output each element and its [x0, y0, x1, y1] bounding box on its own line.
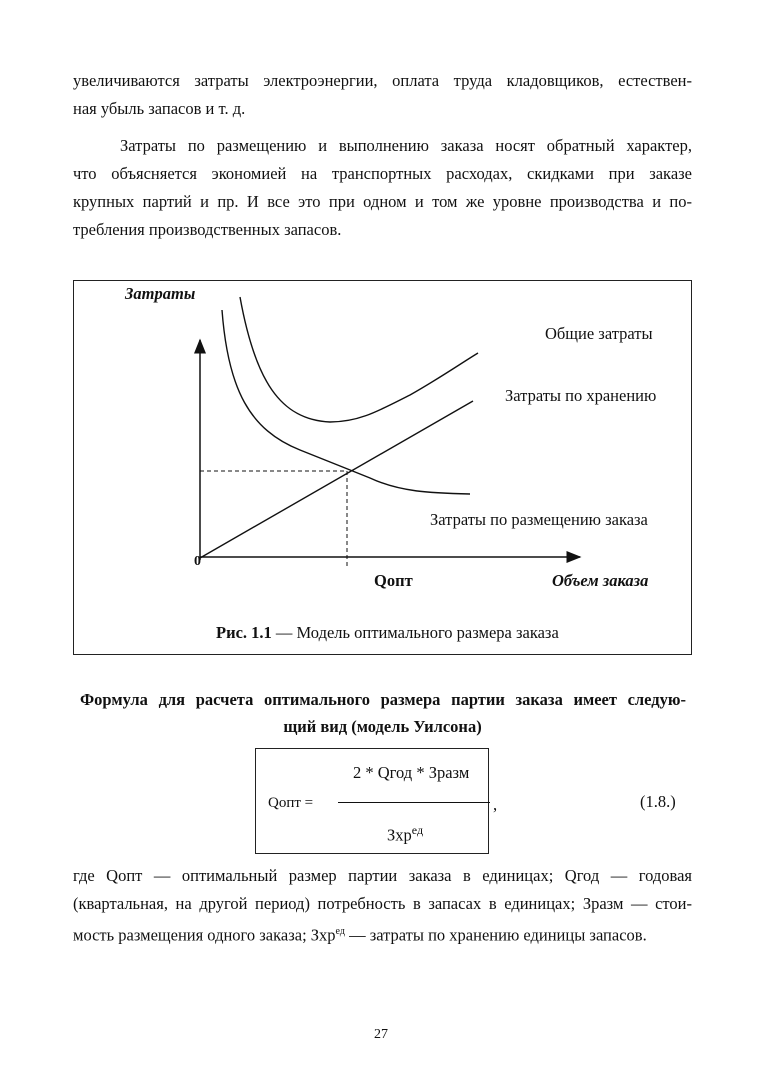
definitions-tail: — затраты по хранению единицы запасов. [344, 925, 647, 945]
denominator-text: Зхр [387, 825, 412, 845]
total-cost-curve [240, 297, 478, 422]
text-line: Затраты по размещению и выполнению заказа носят обратный характер, [120, 136, 692, 155]
formula-lhs: Qопт = [268, 795, 314, 811]
ordering-cost-curve [222, 310, 470, 494]
ordering-cost-label: Затраты по размещению заказа [430, 510, 648, 529]
text-line: (квартальная, на другой период) потребность в запасах в единицах; Зразм — стои- [73, 894, 692, 913]
text-line [73, 922, 692, 946]
holding-cost-label: Затраты по хранению [505, 386, 657, 405]
definitions-text: мость размещения одного заказа; Зхр [73, 925, 336, 945]
text-line: требления производственных запасов. [73, 220, 342, 239]
formula-numerator: 2 * Qгод * Зразм [353, 763, 470, 782]
denominator-sup: ед [411, 823, 424, 837]
formula-denominator [387, 820, 423, 846]
formula-number: (1.8.) [640, 792, 676, 811]
total-cost-label: Общие затраты [545, 324, 653, 343]
fraction-bar [338, 802, 490, 803]
page-number: 27 [374, 1027, 388, 1042]
caption-text: — Модель оптимального размера заказа [271, 623, 559, 642]
figure-caption [216, 623, 559, 643]
holding-cost-line [200, 401, 473, 558]
formula-heading-line: щий вид (модель Уилсона) [283, 717, 482, 736]
text-line: где Qопт — оптимальный размер партии заказа в единицах; Qгод — годовая [73, 866, 692, 885]
x-axis-label: Объем заказа [552, 571, 649, 590]
caption-number: Рис. 1.1 [216, 623, 272, 642]
text-line: крупных партий и пр. И все это при одном и том же уровне производства и по- [73, 192, 692, 211]
text-line: что объясняется экономией на транспортных расходах, скидками при заказе [73, 164, 692, 183]
origin-label: 0 [194, 554, 201, 569]
definitions-sup: ед [335, 926, 345, 937]
y-axis-label: Затраты [125, 284, 196, 303]
text-line: увеличиваются затраты электроэнергии, оплата труда кладовщиков, естествен- [73, 71, 692, 90]
qopt-label: Qопт [374, 571, 413, 590]
text-line: ная убыль запасов и т. д. [73, 99, 246, 118]
formula-comma: , [493, 795, 498, 814]
formula-heading-line: Формула для расчета оптимального размера партии заказа имеет следую- [80, 690, 686, 709]
